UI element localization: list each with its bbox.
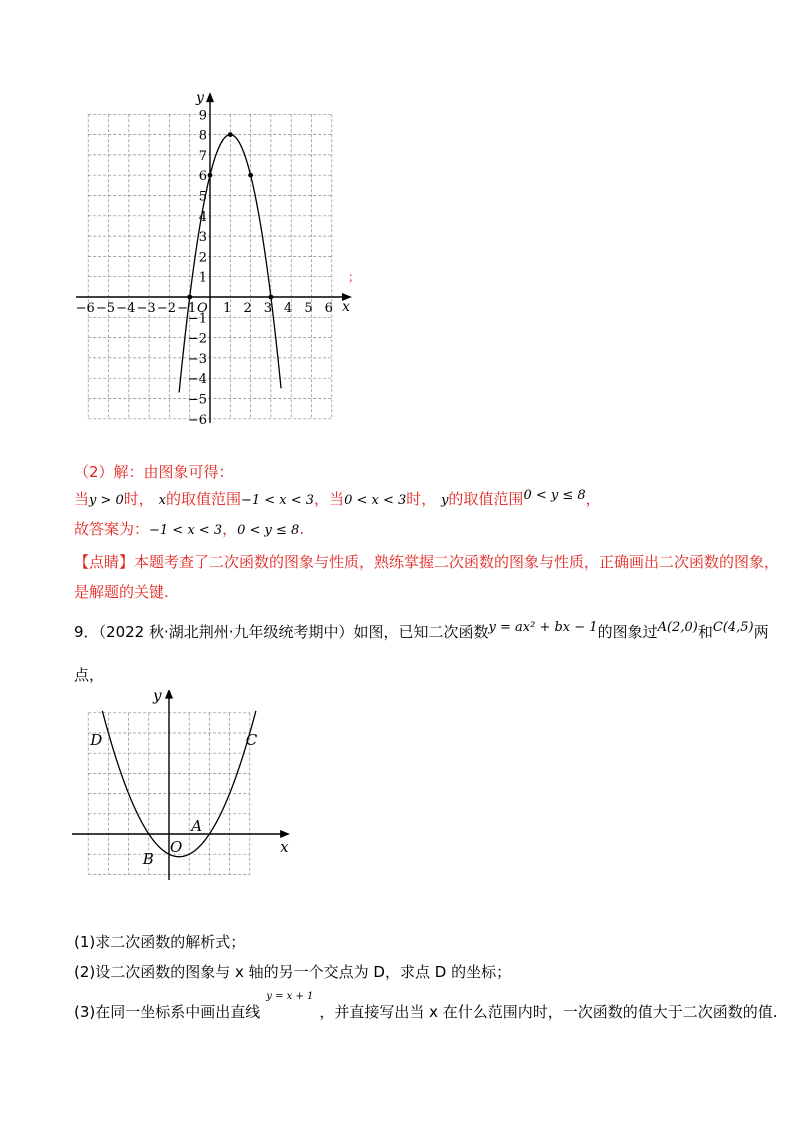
math-line: y = x + 1: [266, 991, 314, 1002]
problem-9-line-2: 点，: [74, 666, 105, 684]
text: 的取值范围: [165, 490, 241, 508]
math-range-y: 0 < y ≤ 8: [523, 488, 586, 503]
y-axis-arrow: [206, 92, 214, 102]
graph-point: [208, 173, 213, 178]
math-y-gt-0: y > 0: [89, 493, 124, 508]
y-tick-label: −4: [187, 372, 207, 388]
graph-1-y-axis-label: y: [196, 90, 204, 107]
text: ，: [222, 520, 238, 538]
math-answer-y: 0 < y ≤ 8: [237, 523, 300, 538]
problem-text: 和: [697, 623, 713, 641]
y-tick-label: 1: [198, 270, 207, 286]
question-text: (3)在同一坐标系中画出直线: [74, 1003, 261, 1021]
y-tick-label: 2: [198, 250, 207, 266]
y-tick-label: 7: [198, 148, 207, 164]
problem-9-line-1: [74, 622, 769, 644]
math-y: y: [441, 493, 449, 508]
x-tick-label: 4: [284, 301, 293, 316]
question-2: (2)设二次函数的图象与 x 轴的另一个交点为 D，求点 D 的坐标；: [74, 963, 512, 981]
graph-1-origin-label: O: [197, 301, 208, 316]
point-c-label: C: [245, 731, 258, 750]
graph-2-y-axis-label: y: [153, 690, 162, 705]
text: 当: [74, 490, 90, 508]
point-a-label: A: [191, 817, 203, 835]
y-tick-label: 3: [198, 230, 207, 246]
x-tick-label: −3: [136, 301, 156, 316]
math-range-x2: 0 < x < 3: [344, 493, 407, 508]
point-d-label: D: [90, 731, 103, 750]
graph-2: [70, 690, 290, 880]
y-tick-label: −6: [187, 412, 207, 428]
math-range-x: −1 < x < 3: [240, 493, 315, 508]
math-function: y = ax² + bx − 1: [488, 620, 598, 635]
comment-line-1: 【点睛】本题考查了二次函数的图象与性质，熟练掌握二次函数的图象与性质，正确画出二次函数的图象，: [74, 553, 780, 571]
graph-point: [248, 173, 253, 178]
x-tick-label: −5: [95, 301, 116, 316]
x-tick-label: 5: [304, 301, 313, 316]
graph-1: [60, 88, 370, 438]
x-tick-label: −4: [116, 301, 136, 316]
graph-point: [187, 295, 192, 300]
question-text: ，并直接写出当 x 在什么范围内时，一次函数的值大于二次函数的值.: [319, 1003, 778, 1021]
part-2-header: （2）解：由图象可得：: [74, 463, 234, 481]
graph-point: [269, 295, 274, 300]
text: 时，: [123, 490, 154, 508]
y-tick-label: 9: [198, 108, 207, 124]
math-x: x: [158, 493, 166, 508]
problem-text: 两: [753, 623, 769, 641]
graph-1-axes: [76, 92, 352, 423]
y-tick-label: 5: [198, 189, 207, 205]
x-tick-label: 6: [324, 301, 333, 316]
graph-2-x-axis-label: x: [280, 838, 289, 856]
math-answer-x: −1 < x < 3: [149, 523, 223, 538]
x-tick-label: −6: [75, 301, 95, 316]
x-tick-label: 3: [263, 301, 273, 316]
comment-line-2: 是解题的关键.: [74, 583, 169, 601]
y-tick-label: −2: [187, 331, 207, 347]
x-tick-label: −2: [156, 301, 176, 316]
text: 时，: [406, 490, 437, 508]
y-tick-label: 6: [198, 169, 207, 185]
solution-line-2: [74, 519, 304, 541]
y-tick-label: −5: [187, 392, 207, 408]
problem-text: 的图象过: [597, 623, 658, 641]
graph-1-tick-labels: [76, 108, 333, 428]
trailing-semicolon: ；: [348, 270, 361, 284]
question-3: [74, 991, 778, 1025]
y-tick-label: 8: [198, 128, 207, 144]
math-point-a: A(2,0): [657, 620, 698, 635]
x-tick-label: 2: [243, 301, 252, 316]
point-b-label: B: [142, 850, 154, 868]
y-tick-label: −3: [187, 351, 207, 367]
x-tick-label: −1: [177, 301, 197, 316]
y-tick-label: 4: [198, 209, 207, 225]
x-axis-arrow: [280, 830, 290, 838]
solution-line-1: [74, 489, 601, 511]
y-axis-arrow: [165, 690, 173, 699]
graph-point: [228, 132, 233, 137]
text: .: [299, 520, 305, 538]
text: 故答案为：: [74, 520, 150, 538]
graph-1-x-axis-label: x: [341, 299, 350, 315]
problem-text: 9．（2022 秋·湖北荆州·九年级统考期中）如图，已知二次函数: [74, 623, 489, 641]
question-1: (1)求二次函数的解析式；: [74, 933, 246, 951]
y-tick-label: −1: [187, 311, 207, 327]
text: ，当: [314, 490, 345, 508]
text: ，: [585, 490, 601, 508]
graph-2-origin-label: O: [170, 838, 183, 856]
text: 的取值范围: [448, 490, 524, 508]
math-point-c: C(4,5): [712, 620, 754, 635]
x-tick-label: 1: [223, 301, 232, 316]
